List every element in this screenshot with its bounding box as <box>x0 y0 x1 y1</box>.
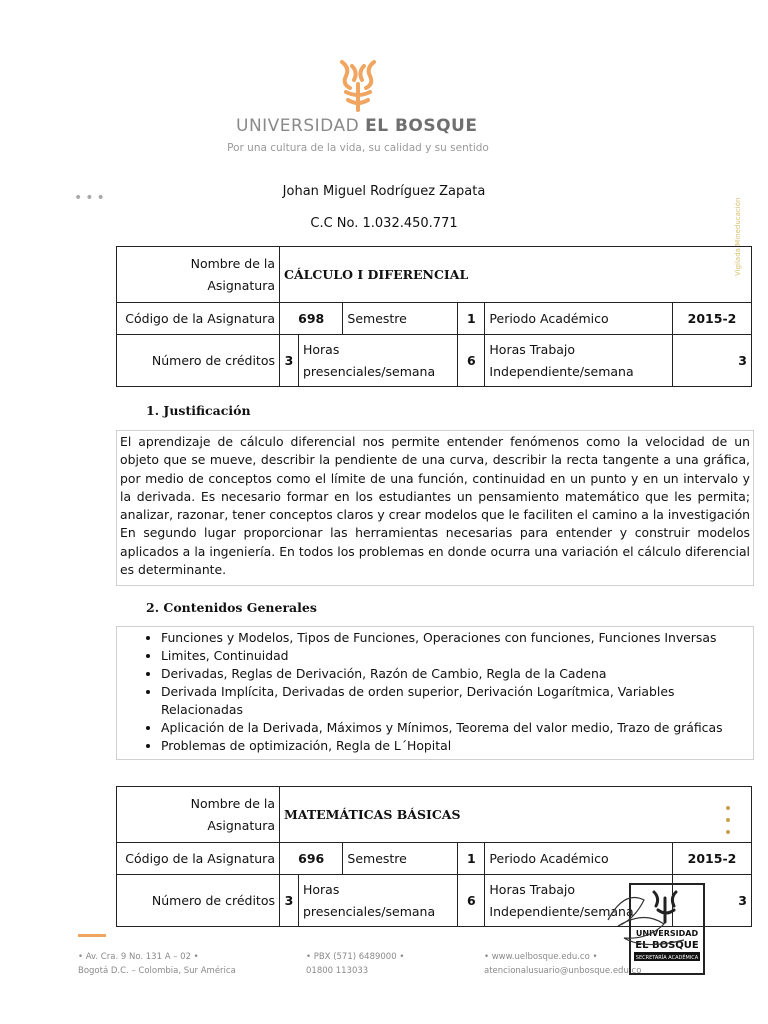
stamp-line-1: UNIVERSIDAD <box>635 929 699 938</box>
credits-value: 3 <box>280 875 299 927</box>
independent-hours-label: Horas Trabajo Independiente/semana <box>485 875 673 927</box>
credits-label: Número de créditos <box>117 335 280 387</box>
period-value: 2015-2 <box>673 303 752 335</box>
list-item: • Funciones y Modelos, Tipos de Funciones, Operaciones con funciones, Funciones Inversas <box>161 629 753 647</box>
svg-text:Vigilada Mineducación: Vigilada Mineducación <box>734 197 742 276</box>
university-motto: Por una cultura de la vida, su calidad y su sentido <box>227 142 489 154</box>
course-code: 698 <box>280 303 343 335</box>
footer-email[interactable]: atencionalusuario@unbosque.edu.co <box>484 966 642 976</box>
period-label: Periodo Académico <box>485 843 673 875</box>
footer-tollfree: 01800 113033 <box>306 966 369 976</box>
footer-address: • Av. Cra. 9 No. 131 A – 02 • <box>78 952 199 962</box>
semester-label: Semestre <box>343 303 458 335</box>
contents-list <box>117 629 753 755</box>
course-code-label: Código de la Asignatura <box>117 843 280 875</box>
stamp-line-3: SECRETARÍA ACADÉMICA <box>635 955 699 961</box>
list-item: • Aplicación de la Derivada, Máximos y Mínimos, Teorema del valor medio, Trazo de gráficas <box>161 719 753 737</box>
semester-value: 1 <box>458 843 485 875</box>
in-person-hours-value: 6 <box>458 335 485 387</box>
course-name-label: Nombre de la Asignatura <box>117 247 280 303</box>
footer-city: Bogotá D.C. – Colombia, Sur América <box>78 966 236 976</box>
period-label: Periodo Académico <box>485 303 673 335</box>
official-stamp-icon <box>604 880 708 976</box>
semester-label: Semestre <box>343 843 458 875</box>
course-code-label: Código de la Asignatura <box>117 303 280 335</box>
justification-title: 1. Justificación <box>146 403 251 418</box>
footer-accent-line <box>78 934 106 937</box>
stamp-line-2: EL BOSQUE <box>635 940 699 951</box>
list-item: • Derivadas, Reglas de Derivación, Razón de Cambio, Regla de la Cadena <box>161 665 753 683</box>
university-logo-icon <box>336 58 380 112</box>
decorative-dots <box>726 806 732 838</box>
credits-value: 3 <box>280 335 299 387</box>
contents-box <box>116 626 754 760</box>
decorative-dots: ••• <box>74 190 108 206</box>
course-code: 696 <box>280 843 343 875</box>
list-item: • Derivada Implícita, Derivadas de orden superior, Derivación Logarítmica, Variables Relacionadas <box>161 683 753 719</box>
justification-box <box>116 430 754 586</box>
list-item: • Problemas de optimización, Regla de L´Hopital <box>161 737 753 755</box>
course-name: CÁLCULO I DIFERENCIAL <box>280 247 752 303</box>
student-id: C.C No. 1.032.450.771 <box>310 216 458 231</box>
contents-title: 2. Contenidos Generales <box>146 600 317 615</box>
course-table-1 <box>116 246 752 387</box>
independent-hours-label: Horas Trabajo Independiente/semana <box>485 335 673 387</box>
course-name-label: Nombre de la Asignatura <box>117 787 280 843</box>
semester-value: 1 <box>458 303 485 335</box>
footer-phone: • PBX (571) 6489000 • <box>306 952 405 962</box>
in-person-hours-label: Horas presenciales/semana <box>299 875 458 927</box>
justification-text: El aprendizaje de cálculo diferencial nos permite entender fenómenos como la velocidad de un objeto que se mueve, describir la pendiente de una curva, describir la recta tangente a una gráfica, por medio de conceptos como el límite de una función, continuidad en un punto y en un intervalo y la derivada. Es necesario formar en los estudiantes un pensamiento matemático que les permita; analizar, razonar, tener conceptos claros y crear modelos que le faciliten el camino a la investigación En segundo lugar proporcionar las herramientas necesarias para entender y construir modelos aplicados a la ingeniería. En todos los problemas en donde ocurra una variación el cálculo diferencial es determinante. <box>120 434 750 578</box>
independent-hours-value: 3 <box>673 875 752 927</box>
list-item: • Limites, Continuidad <box>161 647 753 665</box>
independent-hours-value: 3 <box>673 335 752 387</box>
course-name: MATEMÁTICAS BÁSICAS <box>280 787 752 843</box>
footer-website[interactable]: • www.uelbosque.edu.co • <box>484 952 598 962</box>
student-name: Johan Miguel Rodríguez Zapata <box>282 184 486 199</box>
university-name: UNIVERSIDAD EL BOSQUE <box>236 116 478 136</box>
period-value: 2015-2 <box>673 843 752 875</box>
in-person-hours-value: 6 <box>458 875 485 927</box>
in-person-hours-label: Horas presenciales/semana <box>299 335 458 387</box>
credits-label: Número de créditos <box>117 875 280 927</box>
